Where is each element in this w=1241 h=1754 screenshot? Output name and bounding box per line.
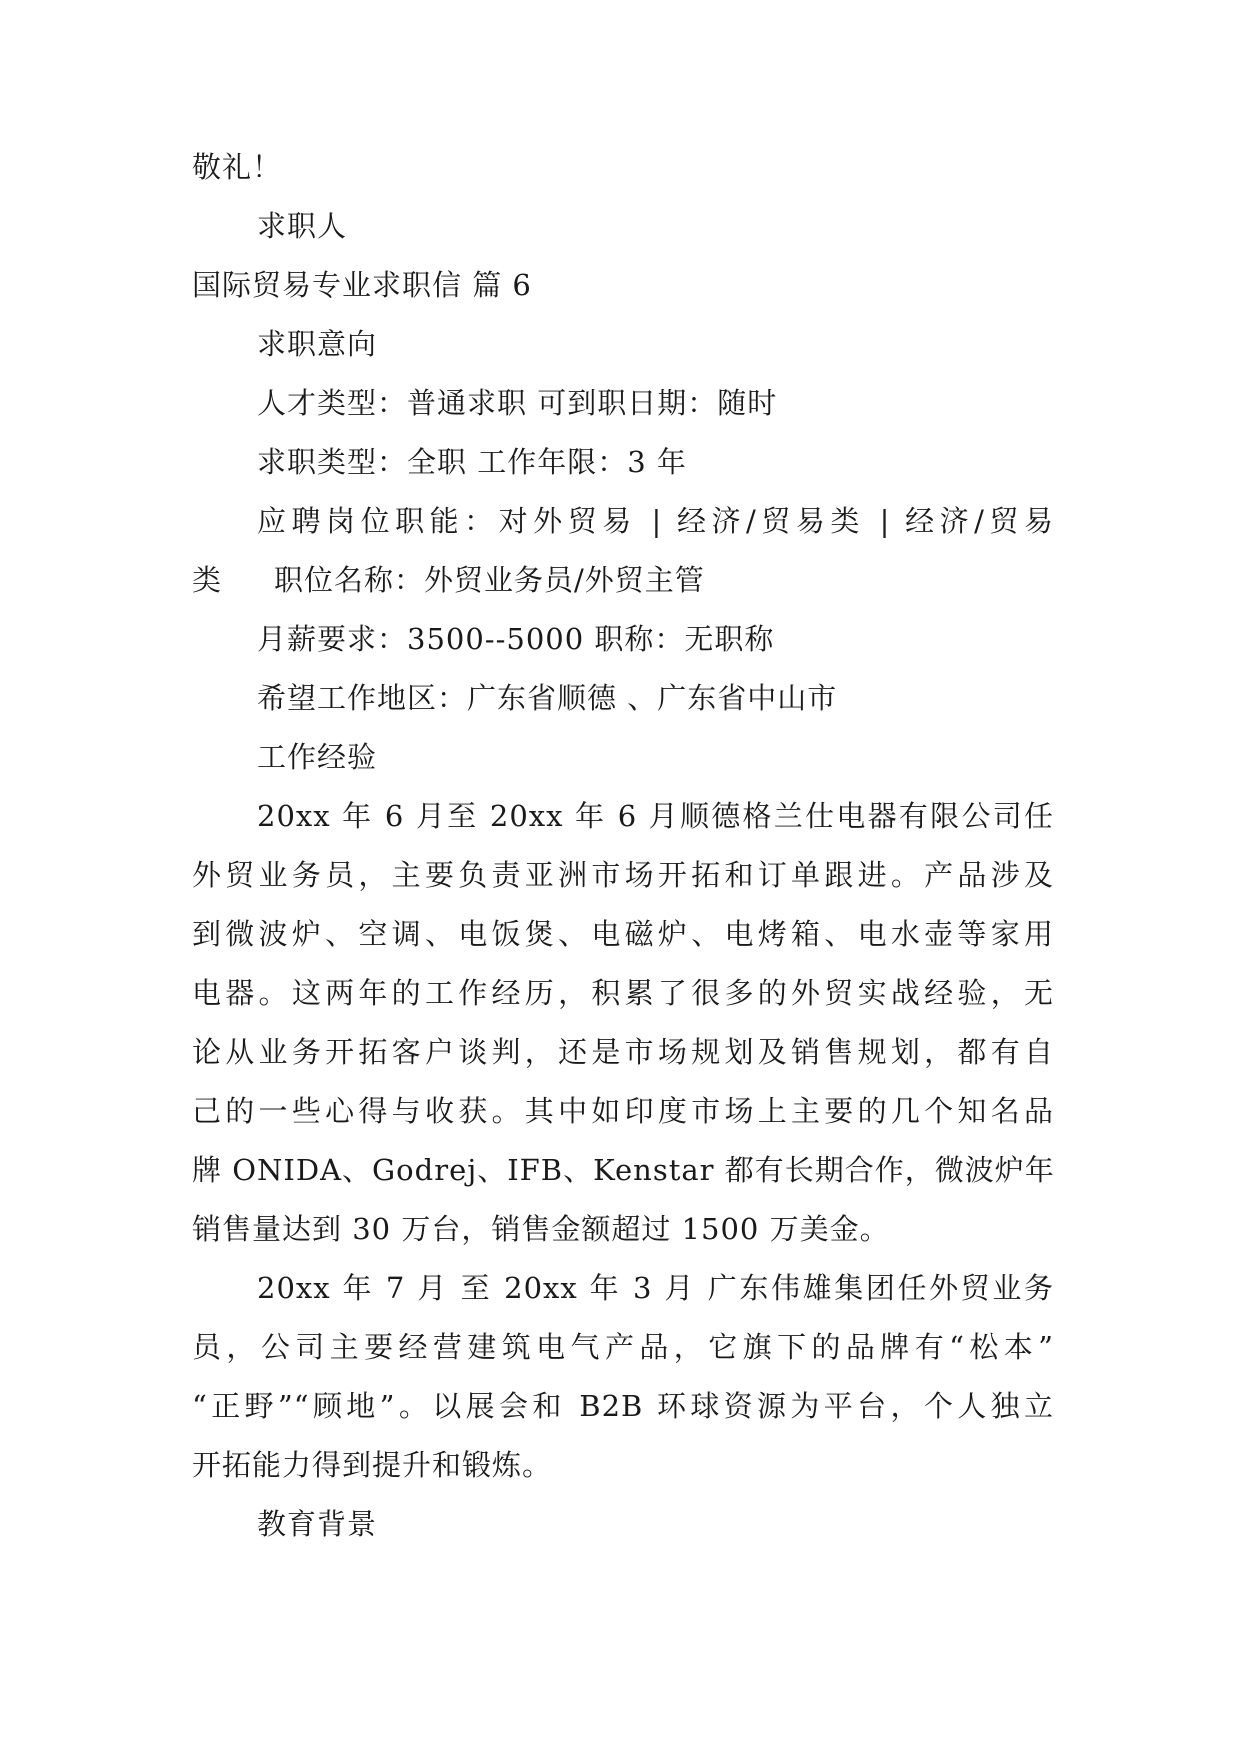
experience-p1-line: 销售量达到 30 万台，销售金额超过 1500 万美金。 — [192, 1212, 890, 1246]
experience-p1-line: 20xx 年 6 月至 20xx 年 6 月顺德格兰仕电器有限公司任 — [257, 799, 1054, 833]
experience-p2-line: 员，公司主要经营建筑电气产品，它旗下的品牌有“松本” — [192, 1330, 1054, 1364]
experience-heading: 工作经验 — [257, 740, 378, 774]
education-heading: 教育背景 — [257, 1507, 378, 1541]
experience-p2-line: 开拓能力得到提升和锻炼。 — [192, 1448, 553, 1482]
intent-heading: 求职意向 — [257, 327, 378, 361]
experience-p1-line: 外贸业务员，主要负责亚洲市场开拓和订单跟进。产品涉及 — [192, 858, 1054, 892]
job-function-continuation: 类 — [192, 563, 223, 597]
signature-line: 求职人 — [257, 209, 348, 243]
experience-p1-line: 牌 ONIDA、Godrej、IFB、Kenstar 都有长期合作，微波炉年 — [192, 1153, 1055, 1187]
experience-p1-line: 电器。这两年的工作经历，积累了很多的外贸实战经验，无 — [192, 976, 1054, 1010]
experience-p1-line: 到微波炉、空调、电饭煲、电磁炉、电烤箱、电水壶等家用 — [192, 917, 1054, 951]
position-name: 职位名称：外贸业务员/外贸主管 — [274, 563, 705, 597]
job-function-line-1: 应聘岗位职能：对外贸易 | 经济/贸易类 | 经济/贸易 — [257, 504, 1054, 538]
section-title: 国际贸易专业求职信 篇 6 — [192, 268, 532, 302]
work-experience-section — [192, 728, 1054, 1554]
salary-line: 月薪要求：3500--5000 职称：无职称 — [257, 622, 775, 656]
job-intent-section — [192, 315, 1054, 728]
job-type-line: 求职类型：全职 工作年限：3 年 — [257, 445, 687, 479]
letter-closing-block — [192, 138, 1054, 315]
job-function-line-2 — [192, 551, 1054, 610]
region-line: 希望工作地区：广东省顺德 、广东省中山市 — [257, 681, 838, 715]
experience-p2-line: “正野”“顾地”。以展会和 B2B 环球资源为平台，个人独立 — [192, 1389, 1054, 1423]
experience-p1-line: 论从业务开拓客户谈判，还是市场规划及销售规划，都有自 — [192, 1035, 1054, 1069]
experience-p2-line: 20xx 年 7 月 至 20xx 年 3 月 广东伟雄集团任外贸业务 — [257, 1271, 1054, 1305]
closing-salutation: 敬礼！ — [192, 150, 283, 184]
talent-type-line: 人才类型：普通求职 可到职日期：随时 — [257, 386, 778, 420]
experience-p1-line: 己的一些心得与收获。其中如印度市场上主要的几个知名品 — [192, 1094, 1054, 1128]
